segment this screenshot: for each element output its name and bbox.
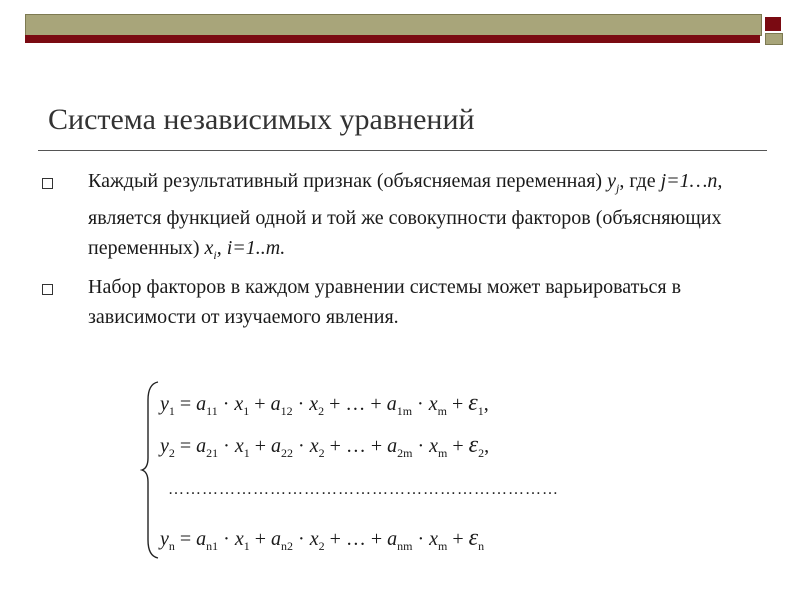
header-olive-bar (25, 14, 762, 36)
equation-ellipsis-row: …………………………………………………………… (168, 481, 559, 498)
equation-row-n: $y_n = a_{n1} \cdot x_1 + a_{n2} \cdot x_2$ + … + $a_{nm} \cdot x_m + \varepsilon_n$ (160, 525, 485, 553)
left-brace-icon (140, 380, 162, 560)
title-divider (38, 150, 767, 151)
bullet-item-1 (40, 166, 740, 270)
bullet-item-2 (40, 272, 740, 332)
slide-title: Система независимых уравнений (48, 103, 475, 136)
header-red-bar (25, 35, 760, 43)
equation-row-2: $y_2 = a_{21} \cdot x_1 + a_{22} \cdot x_2$ + … + $a_{2m} \cdot x_m + \varepsilon_2$, (160, 432, 490, 460)
corner-olive-block (765, 33, 783, 45)
bullet-text-2: Набор факторов в каждом уравнении системы может варьироваться в зависимости от изучаемого явления. (88, 276, 682, 328)
bullet-text-1: Каждый результативный признак (объясняемая переменная) $y_j$, где j=1…n, является функцией одной и той же совокупности факторов (объясняющих переменных) $x_i$, i=1..m. (88, 170, 723, 262)
equation-system (140, 380, 660, 565)
square-bullet-icon (42, 178, 53, 189)
corner-red-block (765, 17, 781, 31)
bullet-list (40, 166, 740, 334)
equation-row-1: $y_1 = a_{11} \cdot x_1 + a_{12} \cdot x_2$ + … + $a_{1m} \cdot x_m + \varepsilon_1$, (160, 390, 489, 418)
square-bullet-icon (42, 284, 53, 295)
